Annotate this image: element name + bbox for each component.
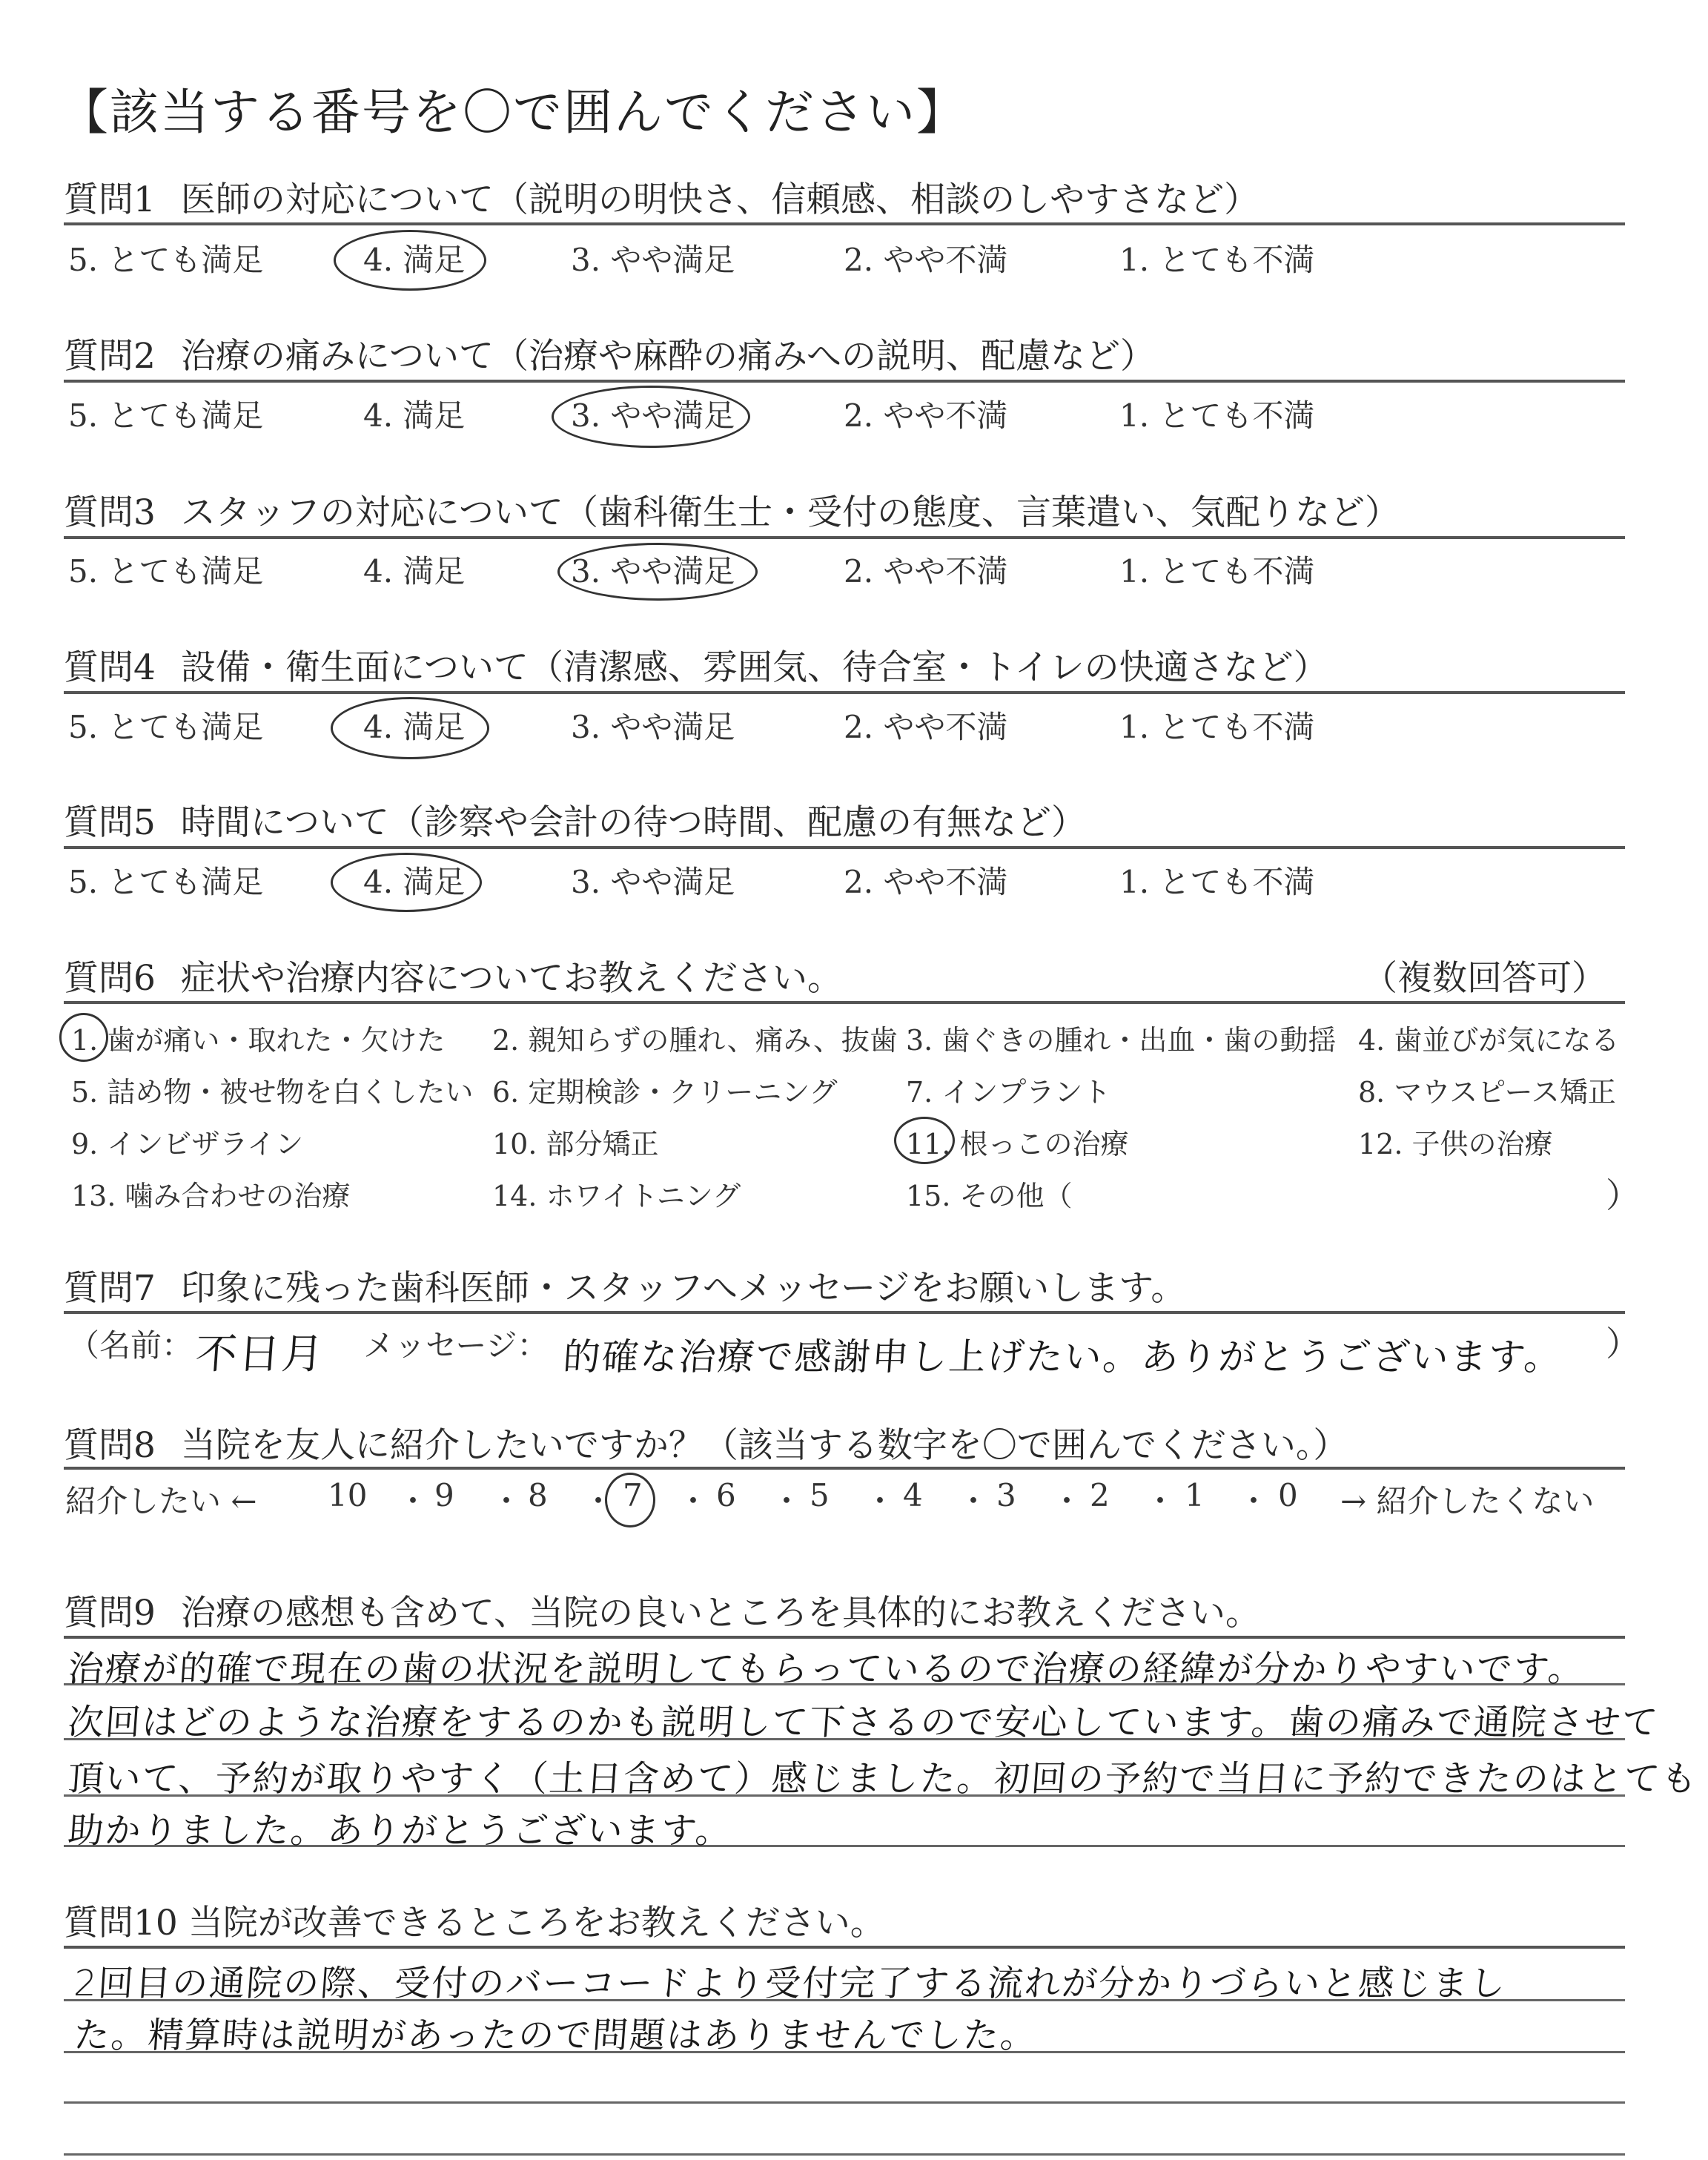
q1-option-5[interactable]: 5. とても満足 xyxy=(68,242,264,278)
question-6-text: 症状や治療内容についてお教えください。 xyxy=(180,958,842,999)
q6-other-close-paren: ） xyxy=(1606,1175,1640,1215)
question-8-rule xyxy=(64,1467,1625,1470)
q1-option-3[interactable]: 3. やや満足 xyxy=(571,242,735,278)
question-3-label: 質問3 xyxy=(64,492,156,533)
q6-item-7[interactable]: 7. インプラント xyxy=(906,1076,1111,1109)
question-1-rule xyxy=(64,222,1625,225)
question-9-title xyxy=(64,1585,1260,1635)
q3-option-1[interactable]: 1. とても不満 xyxy=(1119,553,1315,589)
q5-option-5[interactable]: 5. とても満足 xyxy=(68,864,264,900)
question-7-label: 質問7 xyxy=(64,1268,156,1309)
q2-option-5[interactable]: 5. とても満足 xyxy=(68,397,264,434)
q2-option-2[interactable]: 2. やや不満 xyxy=(844,397,1008,434)
question-2-text: 治療の痛みについて（治療や麻酔の痛みへの説明、配慮など） xyxy=(180,336,1156,377)
q1-option-4[interactable]: 4. 満足 xyxy=(363,242,466,278)
q10-answer-rule-3 xyxy=(64,2101,1625,2104)
question-6-rule xyxy=(64,1001,1625,1004)
q2-option-4[interactable]: 4. 満足 xyxy=(363,397,466,434)
question-4-text: 設備・衛生面について（清潔感、雰囲気、待合室・トイレの快適さなど） xyxy=(180,647,1328,688)
question-9-rule xyxy=(64,1636,1625,1639)
q8-score-9[interactable]: 9 xyxy=(434,1477,454,1513)
q6-item-12[interactable]: 12. 子供の治療 xyxy=(1358,1128,1553,1160)
q9-answer-line-2[interactable]: 次回はどのような治療をするのかも説明して下さるので安心しています。歯の痛みで通院させて xyxy=(66,1702,1661,1743)
q6-item-6[interactable]: 6. 定期検診・クリーニング xyxy=(492,1076,838,1109)
question-6-title xyxy=(64,951,1606,1000)
q4-option-5[interactable]: 5. とても満足 xyxy=(68,709,264,745)
question-4-label: 質問4 xyxy=(64,647,156,688)
q9-answer-line-4[interactable]: 助かりました。ありがとうございます。 xyxy=(66,1810,734,1852)
q6-item-4[interactable]: 4. 歯並びが気になる xyxy=(1358,1024,1620,1057)
q4-option-4[interactable]: 4. 満足 xyxy=(363,709,466,745)
question-7-title xyxy=(64,1261,1185,1310)
q3-option-2[interactable]: 2. やや不満 xyxy=(844,553,1008,589)
question-10-title xyxy=(64,1895,885,1945)
q6-item-11[interactable]: 11. 根っこの治療 xyxy=(906,1128,1129,1160)
question-6-label: 質問6 xyxy=(64,958,156,999)
q5-option-3[interactable]: 3. やや満足 xyxy=(571,864,735,900)
question-8-title xyxy=(64,1418,1348,1467)
q7-name-label: （名前： xyxy=(68,1327,193,1364)
q6-item-13[interactable]: 13. 噛み合わせの治療 xyxy=(71,1180,351,1212)
question-4-rule xyxy=(64,691,1625,694)
q1-option-2[interactable]: 2. やや不満 xyxy=(844,242,1008,278)
q2-option-3[interactable]: 3. やや満足 xyxy=(571,397,735,434)
q7-message-label: メッセージ： xyxy=(363,1327,549,1364)
question-8-label: 質問8 xyxy=(64,1425,156,1466)
q8-score-1[interactable]: 1 xyxy=(1185,1477,1205,1513)
q1-option-1[interactable]: 1. とても不満 xyxy=(1119,242,1315,278)
question-8-text: 当院を友人に紹介したいですか？（該当する数字を〇で囲んでください。） xyxy=(180,1425,1348,1466)
q8-score-6[interactable]: 6 xyxy=(716,1477,736,1513)
question-5-title xyxy=(64,795,1086,845)
q8-score-5[interactable]: 5 xyxy=(810,1477,830,1513)
q8-score-3[interactable]: 3 xyxy=(996,1477,1016,1513)
question-5-text: 時間について（診察や会計の待つ時間、配慮の有無など） xyxy=(180,802,1086,843)
q4-option-1[interactable]: 1. とても不満 xyxy=(1119,709,1315,745)
question-10-rule xyxy=(64,1946,1625,1949)
question-10-text: 当院が改善できるところをお教えください。 xyxy=(188,1903,885,1943)
q7-message-value[interactable]: 的確な治療で感謝申し上げたい。ありがとうございます。 xyxy=(561,1335,1564,1378)
question-1-label: 質問1 xyxy=(64,179,156,220)
q6-item-15[interactable]: 15. その他（ xyxy=(906,1180,1073,1212)
q8-left-label: 紹介したい ← xyxy=(65,1483,257,1519)
question-3-text: スタッフの対応について（歯科衛生士・受付の態度、言葉遣い、気配りなど） xyxy=(180,492,1400,533)
question-1-text: 医師の対応について（説明の明快さ、信頼感、相談のしやすさなど） xyxy=(180,179,1260,220)
q10-answer-line-2[interactable]: た。精算時は説明があったので問題はありませんでした。 xyxy=(72,2015,1039,2056)
q8-score-10[interactable]: 10 xyxy=(328,1477,368,1513)
question-3-title xyxy=(64,485,1400,535)
page-header: 【該当する番号を〇で囲んでください】 xyxy=(59,84,967,141)
q8-score-7[interactable]: 7 xyxy=(623,1477,643,1513)
q4-option-3[interactable]: 3. やや満足 xyxy=(571,709,735,745)
q10-answer-line-1[interactable]: 2回目の通院の際、受付のバーコードより受付完了する流れが分かりづらいと感じまし xyxy=(72,1963,1509,2004)
question-10-label: 質問10 xyxy=(64,1903,178,1943)
question-9-text: 治療の感想も含めて、当院の良いところを具体的にお教えください。 xyxy=(180,1593,1260,1634)
q6-item-2[interactable]: 2. 親知らずの腫れ、痛み、抜歯 xyxy=(492,1024,898,1057)
question-1-title xyxy=(64,172,1259,222)
q9-answer-line-1[interactable]: 治療が的確で現在の歯の状況を説明してもらっているので治療の経緯が分かりやすいです。 xyxy=(66,1648,1586,1690)
q10-answer-rule-4 xyxy=(64,2153,1625,2156)
question-6-note: （複数回答可） xyxy=(1363,958,1606,999)
question-7-text: 印象に残った歯科医師・スタッフへメッセージをお願いします。 xyxy=(180,1268,1186,1309)
q5-option-1[interactable]: 1. とても不満 xyxy=(1119,864,1315,900)
q6-item-9[interactable]: 9. インビザライン xyxy=(71,1128,304,1160)
q2-option-1[interactable]: 1. とても不満 xyxy=(1119,397,1315,434)
q6-item-1[interactable]: 1. 歯が痛い・取れた・欠けた xyxy=(71,1024,446,1057)
question-4-title xyxy=(64,640,1328,690)
q7-name-value[interactable]: 不日月 xyxy=(193,1330,326,1378)
q8-score-2[interactable]: 2 xyxy=(1090,1477,1110,1513)
question-2-title xyxy=(64,328,1155,378)
q5-option-2[interactable]: 2. やや不満 xyxy=(844,864,1008,900)
q3-option-5[interactable]: 5. とても満足 xyxy=(68,553,264,589)
q3-option-4[interactable]: 4. 満足 xyxy=(363,553,466,589)
question-5-rule xyxy=(64,846,1625,849)
q5-option-4[interactable]: 4. 満足 xyxy=(363,864,466,900)
q8-scale: 10 ・ 9 ・ 8 ・ 7 ・ 6 ・ 5 ・ 4 ・ 3 ・ 2 ・ 1 ・ 0 xyxy=(328,1477,1298,1519)
q8-score-4[interactable]: 4 xyxy=(903,1477,923,1513)
q9-answer-line-3[interactable]: 頂いて、予約が取りやすく（土日含めて）感じました。初回の予約で当日に予約できたのはとても xyxy=(66,1758,1700,1800)
question-2-label: 質問2 xyxy=(64,336,156,377)
q7-close-paren: ） xyxy=(1606,1324,1640,1364)
q8-right-label: → 紹介したくない xyxy=(1340,1483,1595,1519)
q6-item-3[interactable]: 3. 歯ぐきの腫れ・出血・歯の動揺 xyxy=(906,1024,1337,1057)
question-5-label: 質問5 xyxy=(64,802,156,843)
q6-item-14[interactable]: 14. ホワイトニング xyxy=(492,1180,741,1212)
q6-item-8[interactable]: 8. マウスピース矯正 xyxy=(1358,1076,1616,1109)
question-2-rule xyxy=(64,380,1625,383)
q8-score-0[interactable]: 0 xyxy=(1278,1477,1298,1513)
q8-score-8[interactable]: 8 xyxy=(528,1477,548,1513)
q3-option-3[interactable]: 3. やや満足 xyxy=(571,553,735,589)
question-9-label: 質問9 xyxy=(64,1593,156,1634)
q4-option-2[interactable]: 2. やや不満 xyxy=(844,709,1008,745)
question-3-rule xyxy=(64,536,1625,539)
question-7-rule xyxy=(64,1311,1625,1314)
q6-item-10[interactable]: 10. 部分矯正 xyxy=(492,1128,659,1160)
q6-item-5[interactable]: 5. 詰め物・被せ物を白くしたい xyxy=(71,1076,474,1109)
